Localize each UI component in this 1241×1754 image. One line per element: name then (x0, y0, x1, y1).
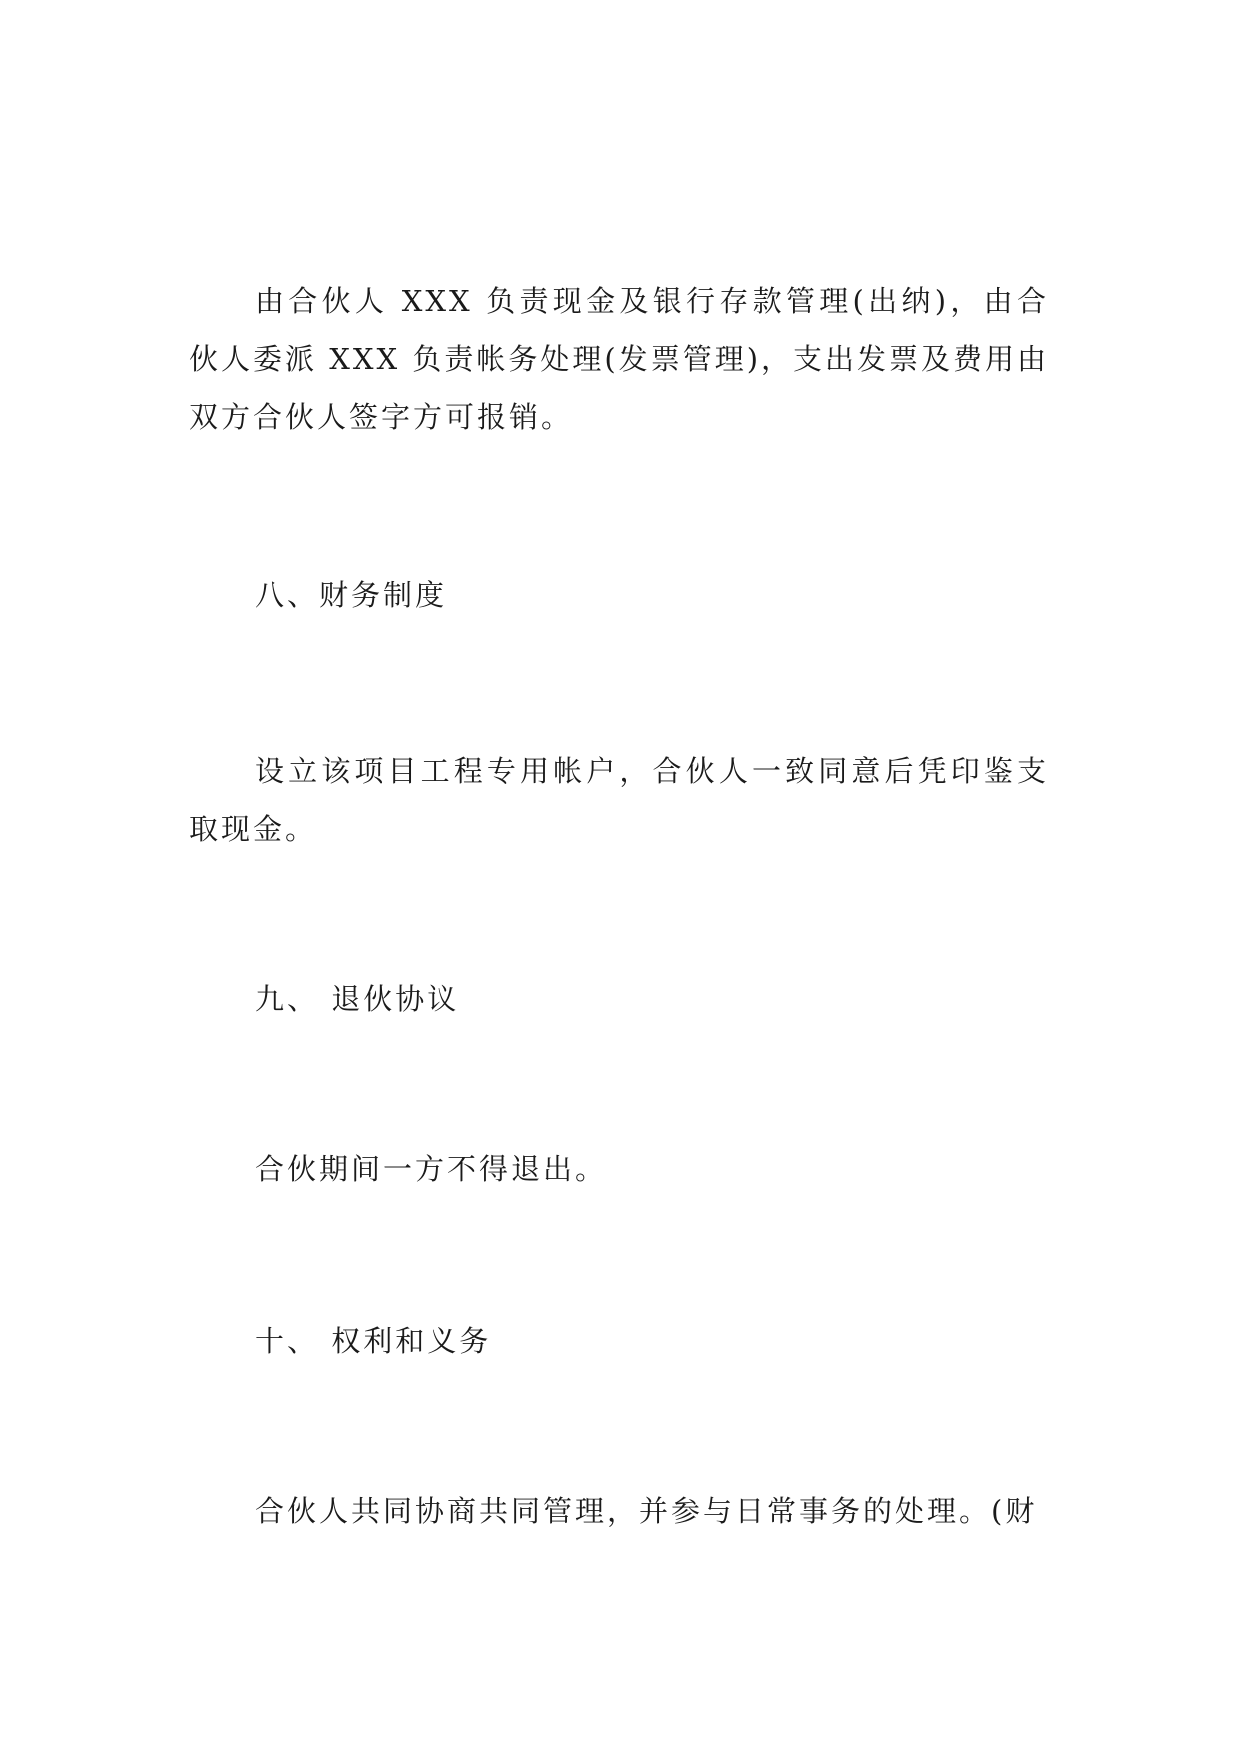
paragraph-joint-management: 合伙人共同协商共同管理，并参与日常事务的处理。(财 (255, 1494, 1038, 1528)
paragraph-finance-management: 由合伙人 XXX 负责现金及银行存款管理(出纳)，由合伙人委派 XXX 负责帐务处理(发票管理)，支出发票及费用由双方合伙人签字方可报销。 (189, 284, 1050, 434)
paragraph-no-withdrawal: 合伙期间一方不得退出。 (255, 1152, 608, 1186)
section-heading-withdrawal-agreement: 九、 退伙协议 (255, 982, 460, 1016)
section-heading-financial-system: 八、财务制度 (255, 578, 448, 612)
paragraph-project-account: 设立该项目工程专用帐户，合伙人一致同意后凭印鉴支取现金。 (189, 754, 1049, 846)
section-heading-rights-obligations: 十、 权利和义务 (255, 1324, 492, 1358)
